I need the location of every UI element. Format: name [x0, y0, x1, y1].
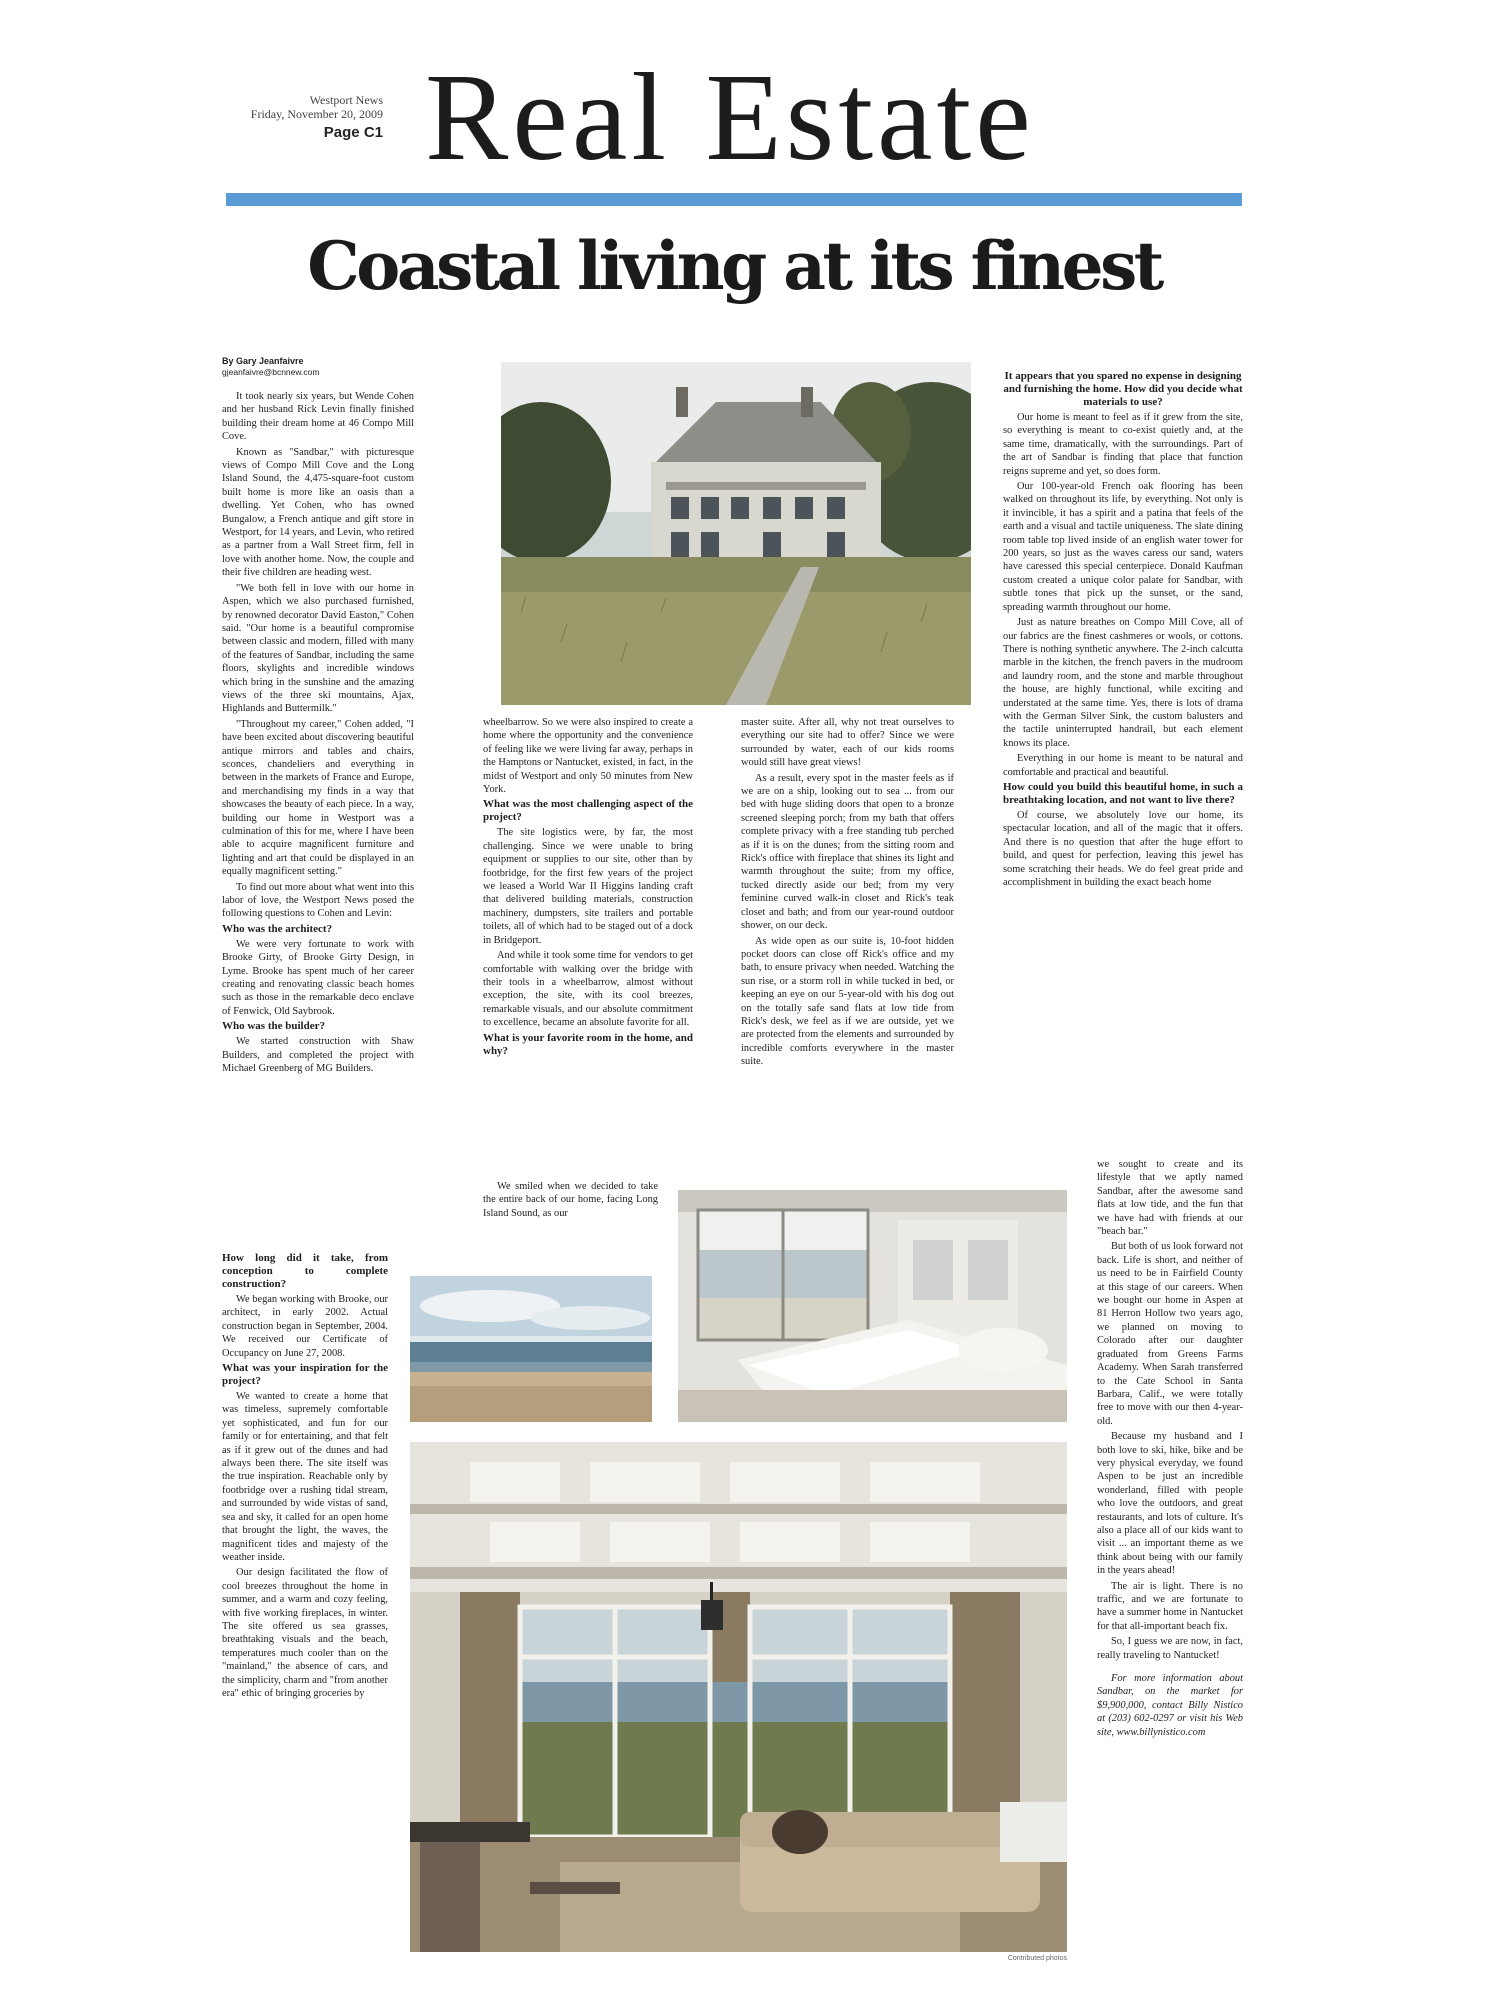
- paragraph: The site logistics were, by far, the most challenging. Since we were unable to bring equipment or supplies to our site, other than by footbridge, for the first few years of the project we leased a World War II Higgins landing craft that delivered building materials, construction machinery, dumpsters, site trailers and portable toilets, all of which had to be staged out of a dock in Bridgeport.: [483, 827, 693, 946]
- paragraph: To find out more about what went into this labor of love, the Westport News posed the following questions to Cohen and Levin:: [222, 881, 414, 920]
- paragraph: We began working with Brooke, our architect, in early 2002. Actual construction began in September, 2004. We received our Certificate of Occupancy on June 27, 2008.: [222, 1294, 388, 1359]
- paragraph: master suite. After all, why not treat ourselves to everything our site had to offer? Since we were surrounded by water, each of our kids rooms would still have great views!: [741, 717, 954, 769]
- paragraph: As a result, every spot in the master feels as if we are on a ship, looking out to sea ... from our bed with huge sliding doors that open to a bronze screened sleeping porch; from my bath that offers complete privacy with a free standing tub perched as if it is on the dunes; from the sitting room and Rick's office with fireplace that shines its light and warmth throughout the suite; from my office, tucked directly aside our bed; from my very feminine curved walk-in closet and Rick's teak closet and bath; and from our year-round outdoor shower, on our deck.: [741, 772, 954, 932]
- question-heading: Who was the builder?: [222, 1020, 325, 1033]
- paragraph: We smiled when we decided to take the entire back of our home, facing Long Island Sound, as our: [483, 1181, 658, 1219]
- paragraph: "We both fell in love with our home in Aspen, which we also purchased furnished, by renowned decorator David Easton," Cohen said. "Our home is a beautiful compromise between classic and modern, filled with many of the features of Sandbar, including the same floors, skylights and incredible windows which bring in the sunshine and the amazing views of the three ski mountains, Ajax, Highlands and Buttermilk.": [222, 582, 414, 715]
- more-info: For more information about Sandbar, on the market for $9,900,000, contact Billy Nistico at (203) 602-0297 or visit his Web site, www.billynistico.com: [1097, 1673, 1243, 1738]
- issue-date: Friday, November 20, 2009: [250, 107, 383, 121]
- column-1: [222, 356, 414, 1078]
- bedroom-photo: [678, 1190, 1067, 1422]
- paragraph: Known as "Sandbar," with picturesque views of Compo Mill Cove and the Long Island Sound, the 4,475-square-foot custom built home is more like an oasis than a dwelling. Yet Cohen, who has owned Bungalow, a French antique and gift store in Westport, for 14 years, and Levin, who retired as a partner from a Wall Street firm, fell in love with another home. Now, the couple and their five children are heading west.: [222, 446, 414, 579]
- masthead-meta: [248, 93, 383, 145]
- question-heading: It appears that you spared no expense in designing and furnishing the home. How did you decide what materials to use?: [1003, 370, 1243, 408]
- paragraph: Our design facilitated the flow of cool breezes throughout the home in summer, and a warm and cozy feeling, with five working fireplaces, in winter. The site offered us sea grasses, breathtaking visuals and the beach, temperatures much cooler than on the "mainland," the absence of cars, and the simplicity, charm and "from another era" ethic of bringing groceries by: [222, 1567, 388, 1699]
- column-2: [483, 716, 693, 1060]
- question-heading: How could you build this beautiful home, in such a breathtaking location, and not want to live there?: [1003, 780, 1243, 806]
- section-rule: [226, 193, 1242, 206]
- paper-name: Westport News: [309, 93, 383, 107]
- byline-email: gjeanfaivre@bcnnew.com: [222, 367, 320, 377]
- paragraph: Because my husband and I both love to ski, hike, bike and be very physical everyday, we found Aspen to be just an incredible wonderland, filled with people who love the outdoors, and great restaurants, and lots of culture. It's also a place all of our kids want to visit ... an important theme as we think about being with our family in the years ahead!: [1097, 1431, 1243, 1577]
- paragraph: wheelbarrow. So we were also inspired to create a home where the opportunity and the convenience of feeling like we were living far away, perhaps in the Hamptons or Nantucket, existed, in fact, in the midst of Westport and only 50 minutes from New York.: [483, 717, 693, 796]
- question-heading: What was the most challenging aspect of the project?: [483, 798, 693, 824]
- paragraph: And while it took some time for vendors to get comfortable with walking over the bridge with their tools in a wheelbarrow, almost without exception, the site, with its cool breezes, remarkable visuals, and our absolute commitment to excellence, became an absolute favorite for all.: [483, 950, 693, 1029]
- paragraph: We wanted to create a home that was timeless, supremely comfortable yet sophisticated, and fun for our family or for entertaining, and that felt as if it grew out of the dunes and had always been there. The site itself was the true inspiration. Reachable only by footbridge over a rushing tidal stream, and surrounded by wide vistas of sand, sea and sky, it called for an open home that brought the light, the waves, the magnificent tides and majesty of the weather inside.: [222, 1391, 388, 1563]
- photo-credit: Contributed photos: [1007, 1955, 1067, 1962]
- beach-photo: [410, 1276, 652, 1422]
- question-heading: Who was the architect?: [222, 922, 333, 935]
- paragraph: We were very fortunate to work with Brooke Girty, of Brooke Girty Design, in Lyme. Brooke has spent much of her career creating and renovating classic beach homes such as those in the remarkable deco enclave of Fenwick, Old Saybrook.: [222, 938, 414, 1017]
- column-2-lower: [483, 1180, 658, 1222]
- paragraph: Of course, we absolutely love our home, its spectacular location, and all of the magic that it offers. And there is no question that after the huge effort to build, and quest for perfection, leaving this jewel has some scratching their heads. We do feel great pride and accomplishment in building the exact beach home: [1003, 809, 1243, 888]
- column-4-lower: [1097, 1158, 1243, 1741]
- paragraph: But both of us look forward not back. Life is short, and neither of us need to be in Fairfield County at this stage of our careers. When we bought our home in Aspen at 81 Herron Hollow two years ago, we planned on moving to Colorado after our daughter graduated from Greens Farms Academy. When Sarah transferred to the Cate School in Santa Barbara, Calif., we were totally free to move with our then 4-year-old.: [1097, 1241, 1243, 1427]
- column-4: [1003, 370, 1243, 891]
- paragraph: As wide open as our suite is, 10-foot hidden pocket doors can close off Rick's office and my bath, to ensure privacy when needed. Watching the sun rise, or a storm roll in while tucked in bed, or keeping an eye on our 5-year-old with his dog out on the totally safe sand flats at low tide from Rick's desk, we feel as if we are outside, yet we are protected from the elements and surrounded by incredible comforts everywhere in the master suite.: [741, 935, 954, 1068]
- paragraph: Just as nature breathes on Compo Mill Cove, all of our fabrics are the finest cashmeres or wools, or cottons. There is nothing synthetic anywhere. The 2-inch calcutta marble in the kitchen, the french pavers in the mudroom and laundry room, and the stone and marble throughout the house, are highly functional, while exciting and understated at the same time. Yes, there is lots of drama with the German Silver Sink, the custom balusters and the tactile uninterrupted handrail, but each element knows its place.: [1003, 617, 1243, 749]
- paragraph: "Throughout my career," Cohen added, "I have been excited about discovering beautiful antique mirrors and tables and chairs, sconces, chandeliers and everything in between in the markets of France and Europe, and merchandising my finds in a way that showcases the beauty of each piece. In a way, building our home in Westport was a culmination of this for me, where I have been able to acquire magnificent furniture and lighting and art that could be displayed in an equally magnificent setting.": [222, 718, 414, 878]
- paragraph: we sought to create and its lifestyle that we aptly named Sandbar, after the awesome sand flats at low tide, and the fun that we have had with friends at our "beach bar.": [1097, 1159, 1243, 1238]
- column-3: [741, 716, 954, 1071]
- house-exterior-photo: [501, 362, 971, 705]
- page-number: Page C1: [323, 124, 383, 141]
- question-heading: What is your favorite room in the home, and why?: [483, 1031, 693, 1057]
- paragraph: The air is light. There is no traffic, and we are fortunate to have a summer home in Nantucket for that all-important beach fix.: [1097, 1580, 1243, 1632]
- question-heading: What was your inspiration for the project?: [222, 1362, 388, 1388]
- headline: Coastal living at its finest: [307, 227, 1161, 305]
- paragraph: It took nearly six years, but Wende Cohen and her husband Rick Levin finally finished building their dream home at 46 Compo Mill Cove.: [222, 391, 414, 443]
- column-1-lower: [222, 1252, 388, 1702]
- paragraph: Our home is meant to feel as if it grew from the site, so everything is meant to co-exist quietly and, at the same time, dramatically, with the surroundings. Part of the art of Sandbar is finding that place that function reigns supreme and yet, so does form.: [1003, 412, 1243, 477]
- section-title: Real Estate: [425, 49, 1035, 187]
- living-room-photo: [410, 1442, 1067, 1952]
- question-heading: How long did it take, from conception to complete construction?: [222, 1252, 388, 1290]
- paragraph: Everything in our home is meant to be natural and comfortable and practical and beautiful.: [1003, 753, 1243, 778]
- paragraph: We started construction with Shaw Builders, and completed the project with Michael Greenberg of MG Builders.: [222, 1036, 414, 1075]
- byline-author: By Gary Jeanfaivre: [222, 356, 304, 366]
- paragraph: Our 100-year-old French oak flooring has been walked on throughout its life, by everything. Not only is it invincible, it has a spirit and a patina that feels of the earth and a visual and tactile uniqueness. The slate dining room table top lived inside of an english water tower for 200 years, so just as the waves caress our sand, waters have caressed this special centerpiece. Donald Kaufman custom created a unique color palate for Sandbar, with subtle tones that pick up the sunset, or the sand, spreading warmth throughout our home.: [1003, 481, 1243, 613]
- paragraph: So, I guess we are now, in fact, really traveling to Nantucket!: [1097, 1636, 1243, 1661]
